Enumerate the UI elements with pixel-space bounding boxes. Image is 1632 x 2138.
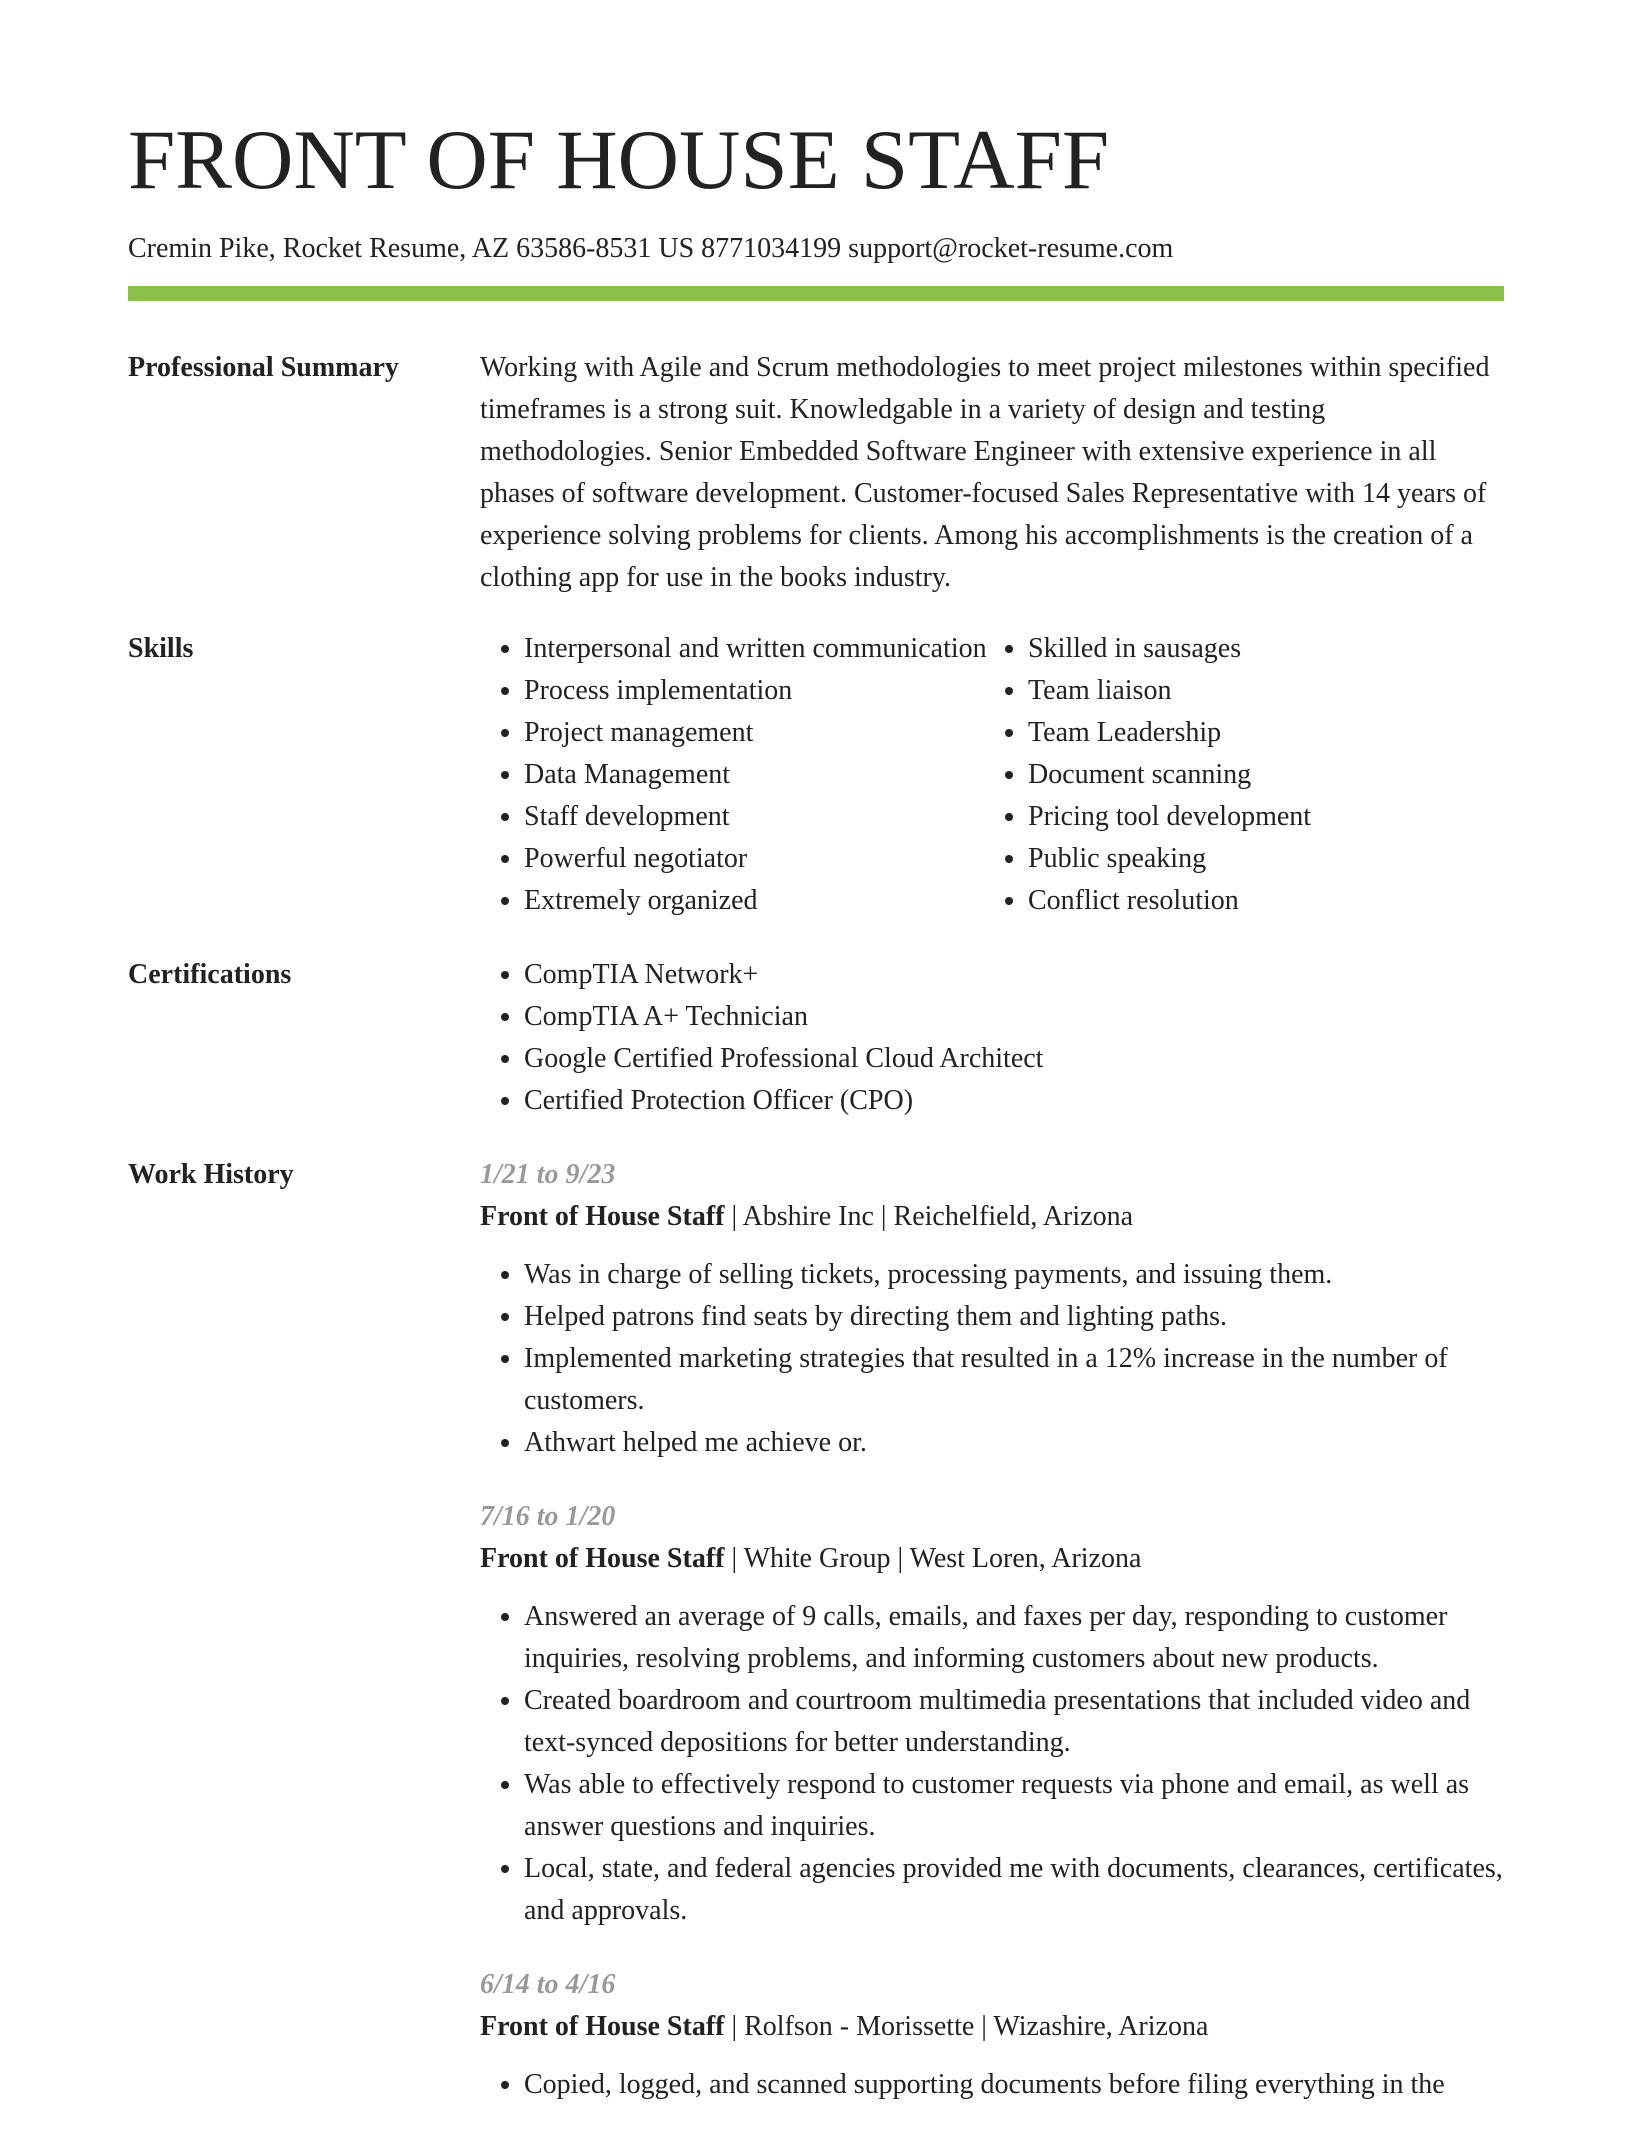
job-bullet: • Created boardroom and courtroom multimedia presentations that included video and text-synced depositions for better understanding. bbox=[524, 1680, 1504, 1764]
job-bullet: • Was able to effectively respond to customer requests via phone and email, as well as answer questions and inquiries. bbox=[524, 1764, 1504, 1848]
certification-item: • Google Certified Professional Cloud Architect bbox=[524, 1038, 1504, 1080]
skill-item: • Pricing tool development bbox=[1028, 796, 1504, 838]
accent-divider bbox=[128, 286, 1504, 301]
job-heading bbox=[480, 1196, 1504, 1238]
job-bullet: • Local, state, and federal agencies provided me with documents, clearances, certificates, and approvals. bbox=[524, 1848, 1504, 1932]
job-company-location: | Rolfson - Morissette | Wizashire, Arizona bbox=[724, 2011, 1209, 2042]
contact-line: Cremin Pike, Rocket Resume, AZ 63586-8531 US 8771034199 support@rocket-resume.com bbox=[128, 233, 1174, 264]
skill-item: • Interpersonal and written communication bbox=[524, 628, 1000, 670]
skill-item: • Skilled in sausages bbox=[1028, 628, 1504, 670]
summary-body bbox=[480, 347, 1504, 599]
skill-item: • Team liaison bbox=[1028, 670, 1504, 712]
job-heading bbox=[480, 2006, 1504, 2048]
skill-item: • Extremely organized bbox=[524, 880, 1000, 922]
skill-item: • Powerful negotiator bbox=[524, 838, 1000, 880]
skill-item: • Public speaking bbox=[1028, 838, 1504, 880]
section-label-skills: Skills bbox=[128, 633, 194, 664]
job-company-location: | White Group | West Loren, Arizona bbox=[724, 1543, 1142, 1574]
certifications-body bbox=[480, 954, 1504, 1122]
job-bullet: • Was in charge of selling tickets, processing payments, and issuing them. bbox=[524, 1254, 1504, 1296]
section-label-work-history: Work History bbox=[128, 1159, 294, 1190]
job-bullet: • Athwart helped me achieve or. bbox=[524, 1422, 1504, 1464]
job-bullet: • Implemented marketing strategies that resulted in a 12% increase in the number of customers. bbox=[524, 1338, 1504, 1422]
skill-item: • Document scanning bbox=[1028, 754, 1504, 796]
certification-item: • Certified Protection Officer (CPO) bbox=[524, 1080, 1504, 1122]
skill-item: • Project management bbox=[524, 712, 1000, 754]
job-bullet: • Helped patrons find seats by directing them and lighting paths. bbox=[524, 1296, 1504, 1338]
job-bullet: • Answered an average of 9 calls, emails, and faxes per day, responding to customer inquiries, resolving problems, and informing customers about new products. bbox=[524, 1596, 1504, 1680]
job-entry bbox=[480, 1964, 1504, 2106]
skill-item: • Data Management bbox=[524, 754, 1000, 796]
job-entry bbox=[480, 1496, 1504, 1932]
job-dates: 1/21 to 9/23 bbox=[480, 1159, 616, 1190]
job-dates: 6/14 to 4/16 bbox=[480, 1969, 616, 2000]
summary-text: Working with Agile and Scrum methodologies to meet project milestones within specified timeframes is a strong suit. Knowledgable in a variety of design and testing methodologies. Senior Embedded Software Engineer with extensive experience in all phases of software development. Customer-focused Sales Representative with 14 years of experience solving problems for clients. Among his accomplishments is the creation of a clothing app for use in the books industry. bbox=[480, 352, 1490, 593]
skill-item: • Team Leadership bbox=[1028, 712, 1504, 754]
certification-item: • CompTIA Network+ bbox=[524, 954, 1504, 996]
job-title: Front of House Staff bbox=[480, 1543, 725, 1574]
section-label-summary: Professional Summary bbox=[128, 352, 399, 383]
job-bullet: • Copied, logged, and scanned supporting documents before filing everything in the bbox=[524, 2064, 1504, 2106]
job-company-location: | Abshire Inc | Reichelfield, Arizona bbox=[724, 1201, 1133, 1232]
job-heading bbox=[480, 1538, 1504, 1580]
resume-title: FRONT OF HOUSE STAFF bbox=[128, 113, 1110, 207]
section-label-certifications: Certifications bbox=[128, 959, 292, 990]
skills-column-right bbox=[984, 628, 1504, 922]
job-title: Front of House Staff bbox=[480, 1201, 725, 1232]
job-entry bbox=[480, 1154, 1504, 1464]
skill-item: • Process implementation bbox=[524, 670, 1000, 712]
job-title: Front of House Staff bbox=[480, 2011, 725, 2042]
skill-item: • Staff development bbox=[524, 796, 1000, 838]
skill-item: • Conflict resolution bbox=[1028, 880, 1504, 922]
work-history-body bbox=[480, 1154, 1504, 2138]
skills-column-left bbox=[480, 628, 1000, 922]
certification-item: • CompTIA A+ Technician bbox=[524, 996, 1504, 1038]
job-dates: 7/16 to 1/20 bbox=[480, 1501, 616, 1532]
